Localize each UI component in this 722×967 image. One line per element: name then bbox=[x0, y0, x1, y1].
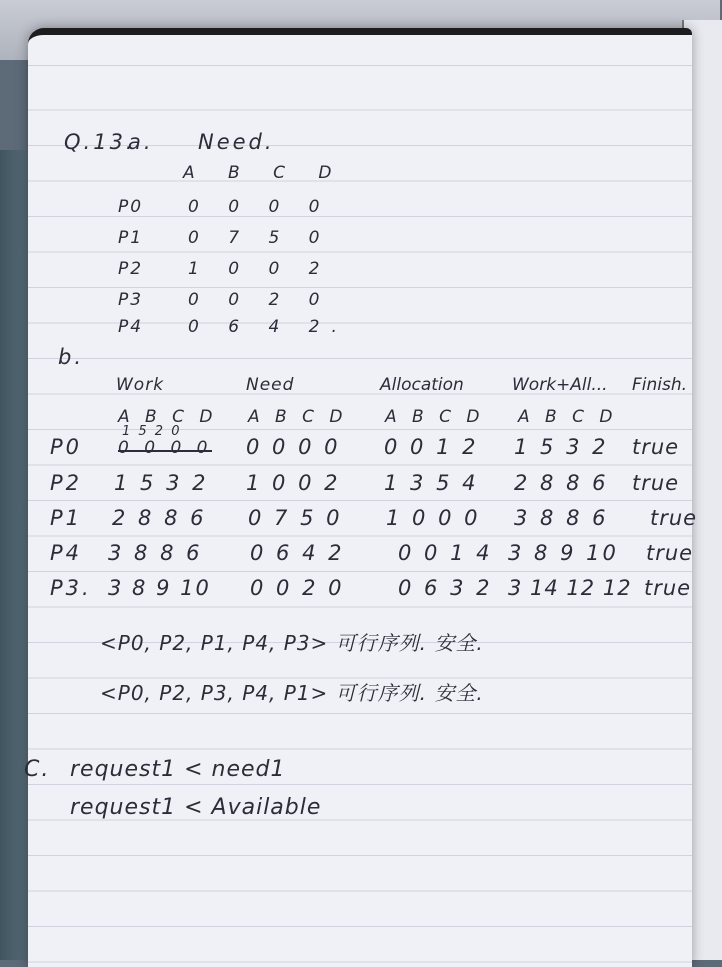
need-title: Need. bbox=[198, 130, 275, 154]
need-value: 0 0 2 0 bbox=[250, 576, 345, 600]
need-vals: 0 0 2 0 bbox=[188, 290, 332, 310]
row-proc: P2 bbox=[50, 471, 83, 495]
alloc-value: 0 0 1 2 bbox=[384, 435, 479, 459]
need-proc: P2 bbox=[118, 259, 144, 279]
need-vals: 1 0 0 2 bbox=[188, 259, 332, 279]
alloc-value: 1 0 0 0 bbox=[386, 506, 481, 530]
work-value: 0 0 0 0 bbox=[118, 438, 213, 458]
work-corrected: 1 5 2 0 bbox=[122, 424, 182, 439]
need-header: Need bbox=[246, 375, 295, 395]
finish-value: true bbox=[632, 435, 680, 459]
alloc-value: 0 6 3 2 bbox=[398, 576, 493, 600]
question-label: Q.13. bbox=[64, 130, 136, 154]
work-header: Work bbox=[116, 375, 165, 395]
part-c-line-2: request1 < Available bbox=[70, 795, 322, 820]
alloc-value: 1 3 5 4 bbox=[384, 471, 479, 495]
alloc-value: 0 0 1 4 bbox=[398, 541, 493, 565]
work-value: 2 8 8 6 bbox=[112, 506, 207, 530]
part-c-line-1: request1 < need1 bbox=[70, 757, 286, 782]
safe-sequence-1: <P0, P2, P1, P4, P3> 可行序列. 安全. bbox=[100, 631, 484, 655]
work-value: 3 8 8 6 bbox=[108, 541, 203, 565]
need-proc: P1 bbox=[118, 228, 144, 248]
row-proc: P0 bbox=[50, 435, 83, 459]
allocation-header: Allocation bbox=[380, 375, 464, 395]
part-c-label: C. bbox=[24, 757, 51, 782]
work-all-header: Work+All... bbox=[512, 375, 608, 395]
row-proc: P4 bbox=[50, 541, 83, 565]
part-a-label: a. bbox=[128, 130, 154, 154]
finish-value: true bbox=[644, 576, 692, 600]
safe-sequence-2: <P0, P2, P3, P4, P1> 可行序列. 安全. bbox=[100, 681, 484, 705]
work-cell-crossed bbox=[118, 424, 213, 458]
work-subheader: A B C D bbox=[118, 407, 218, 427]
need-value: 0 7 5 0 bbox=[248, 506, 343, 530]
finish-value: true bbox=[650, 506, 698, 530]
row-proc: P3. bbox=[50, 576, 92, 600]
need-subheader: A B C D bbox=[248, 407, 348, 427]
allocation-subheader: A B C D bbox=[385, 407, 485, 427]
part-b-label: b. bbox=[58, 345, 85, 369]
need-proc: P3 bbox=[118, 290, 144, 310]
work-all-value: 2 8 8 6 bbox=[514, 471, 609, 495]
work-all-subheader: A B C D bbox=[518, 407, 618, 427]
need-proc: P4 bbox=[118, 317, 144, 337]
work-all-value: 3 8 8 6 bbox=[514, 506, 609, 530]
need-value: 0 6 4 2 bbox=[250, 541, 345, 565]
need-vals: 0 6 4 2. bbox=[188, 317, 349, 337]
finish-header: Finish. bbox=[632, 375, 688, 395]
need-columns: A B C D bbox=[183, 163, 346, 183]
need-value: 0 0 0 0 bbox=[246, 435, 341, 459]
need-value: 1 0 0 2 bbox=[246, 471, 341, 495]
work-value: 3 8 9 10 bbox=[108, 576, 211, 600]
work-all-value: 1 5 3 2 bbox=[514, 435, 609, 459]
work-all-value: 3 14 12 12 bbox=[508, 576, 632, 600]
notebook-page bbox=[24, 28, 698, 967]
work-all-value: 3 8 9 10 bbox=[508, 541, 619, 565]
need-proc: P0 bbox=[118, 197, 144, 217]
need-vals: 0 7 5 0 bbox=[188, 228, 332, 248]
finish-value: true bbox=[646, 541, 694, 565]
finish-value: true bbox=[632, 471, 680, 495]
work-value: 1 5 3 2 bbox=[114, 471, 209, 495]
need-vals: 0 0 0 0 bbox=[188, 197, 332, 217]
row-proc: P1 bbox=[50, 506, 83, 530]
